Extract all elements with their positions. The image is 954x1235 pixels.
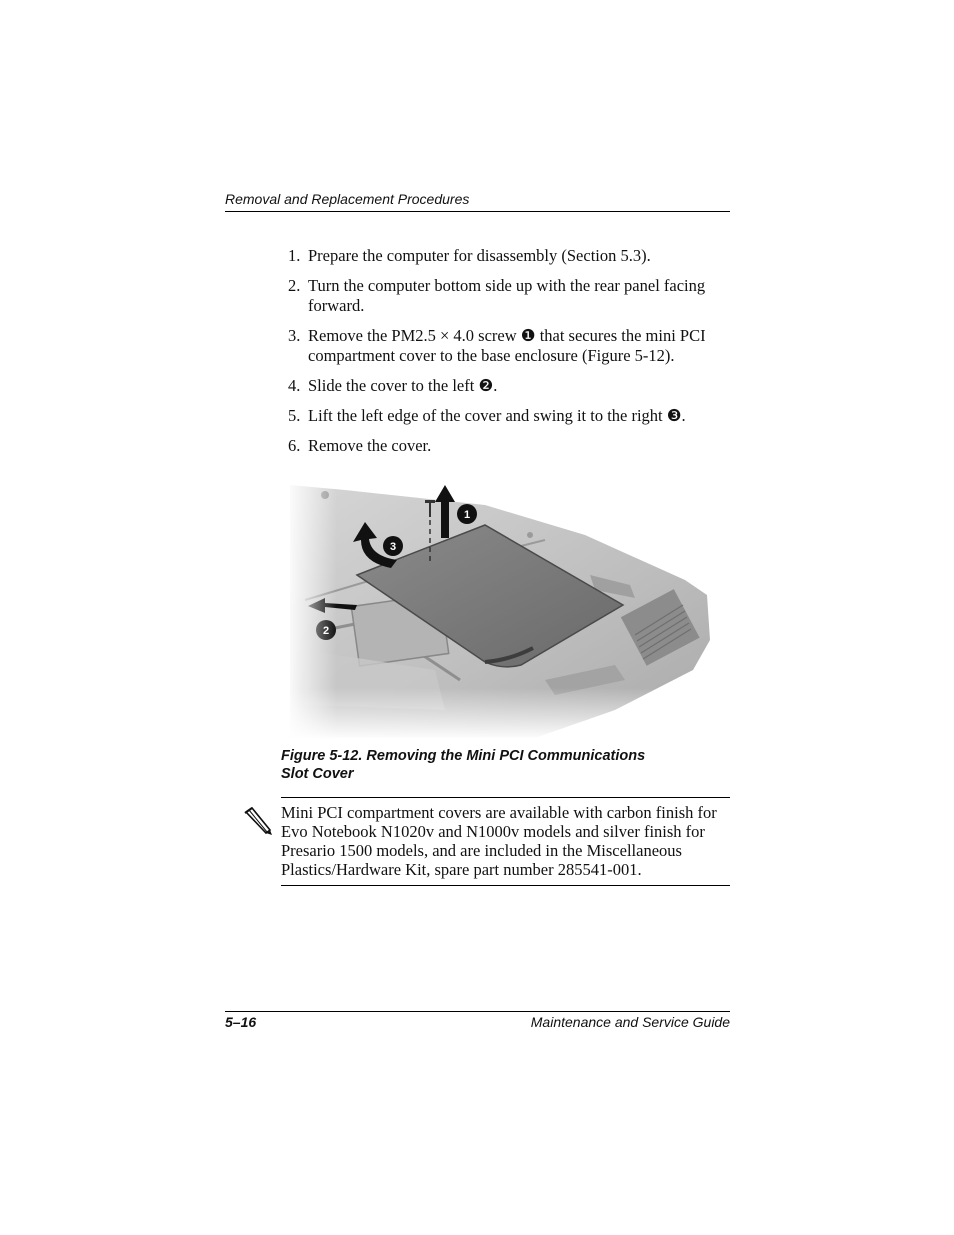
figure-mini-pci-cover-removal [285,480,715,740]
pencil-note-icon [240,802,274,836]
step-text: Slide the cover to the left ❷. [308,376,498,395]
caption-line-2: Slot Cover [281,766,354,782]
note-rule-top [281,797,730,798]
caption-line-1: Figure 5-12. Removing the Mini PCI Communications [281,748,646,764]
running-head: Removal and Replacement Procedures [225,191,470,207]
footer-rule [225,1011,730,1012]
step-item [288,326,733,366]
step-text: Remove the PM2.5 × 4.0 screw ❶ that secures the mini PCI compartment cover to the base enclosure (Figure 5-12). [308,326,706,365]
step-number: 4. [288,376,301,395]
step-text: Turn the computer bottom side up with the rear panel facing forward. [308,276,706,315]
step-number: 6. [288,436,301,455]
procedure-steps [288,246,733,466]
header-rule [225,211,730,212]
step-item [288,406,733,426]
step-number: 3. [288,326,301,345]
figure-caption [281,747,721,783]
step-item [288,376,733,396]
step-text: Lift the left edge of the cover and swing it to the right ❸. [308,406,686,425]
note-text: Mini PCI compartment covers are available with carbon finish for Evo Notebook N1020v and N1000v models and silver finish for Presario 1500 models, and are included in the Miscellaneous Plastics/Hardware Kit, spare part number 285541-001. [281,803,717,879]
page-number: 5–16 [225,1014,257,1030]
step-item [288,436,733,456]
step-item [288,246,733,266]
step-text: Prepare the computer for disassembly (Section 5.3). [308,246,651,265]
note-rule-bottom [281,885,730,886]
step-item [288,276,733,316]
guide-title: Maintenance and Service Guide [530,1014,730,1030]
step-number: 1. [288,246,301,265]
step-text: Remove the cover. [308,436,432,455]
step-number: 2. [288,276,301,295]
step-number: 5. [288,406,301,425]
